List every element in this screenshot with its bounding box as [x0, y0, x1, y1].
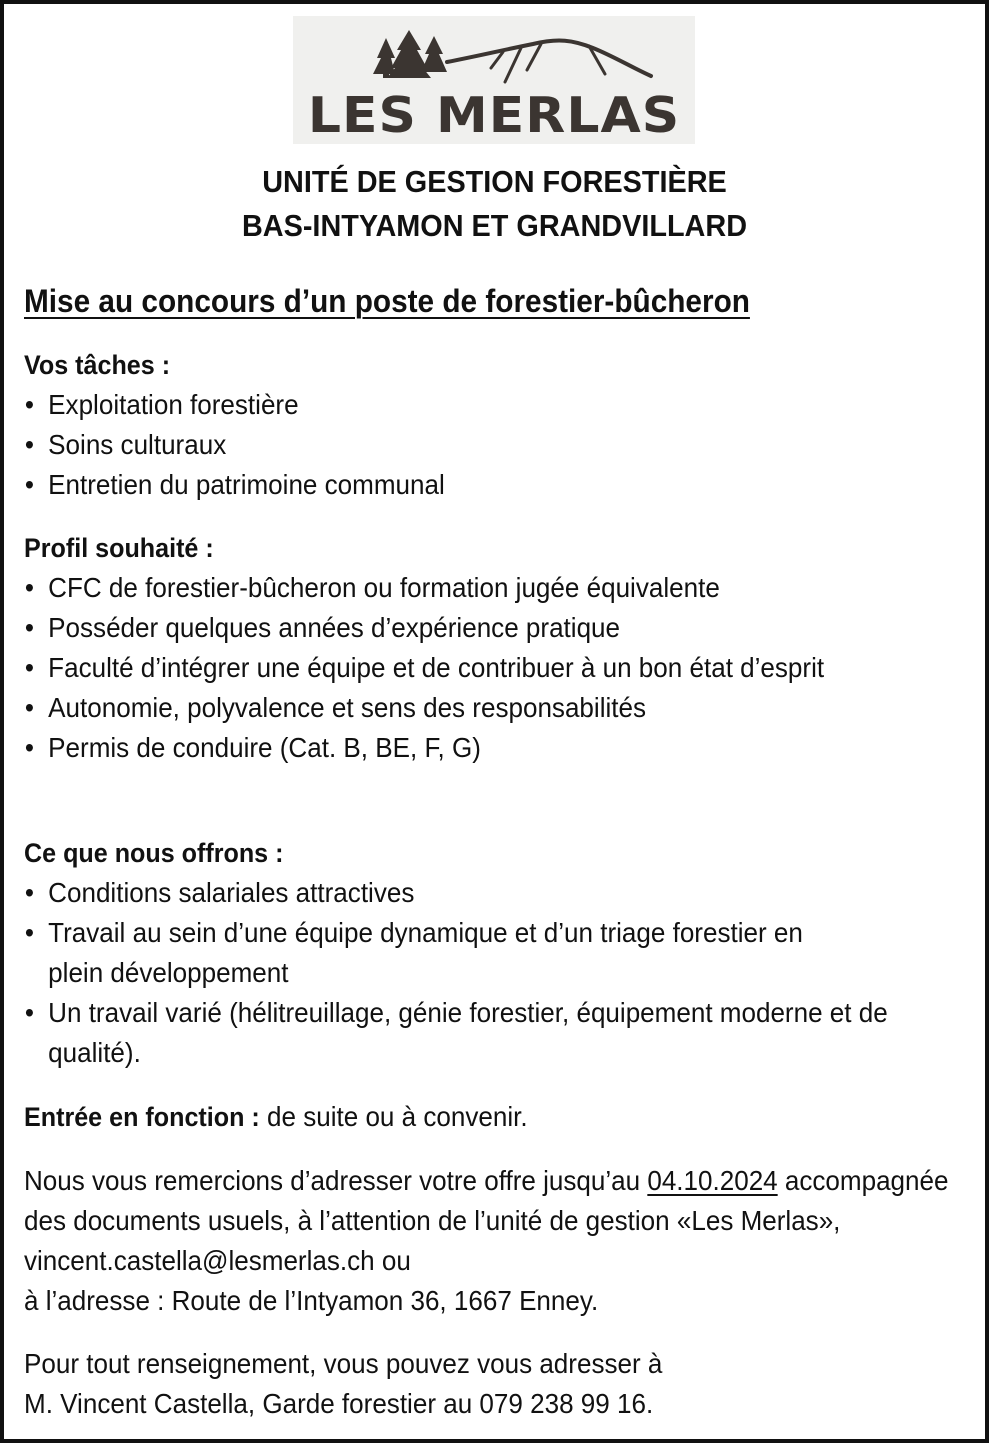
start-date — [24, 1097, 969, 1137]
application-paragraph — [24, 1161, 982, 1321]
profile-heading: Profil souhaité : — [24, 533, 214, 563]
list-item: • Posséder quelques années d’expérience pratique — [24, 608, 969, 648]
contact-line-1: Pour tout renseignement, vous pouvez vous adresser à — [24, 1348, 663, 1379]
list-item: • Conditions salariales attractives — [24, 873, 969, 913]
list-item: • Faculté d’intégrer une équipe et de contribuer à un bon état d’esprit — [24, 648, 913, 688]
logo-wordmark: LES MERLAS — [307, 87, 681, 145]
list-item: • Travail au sein d’une équipe dynamique et d’un triage forestier en plein développement — [24, 913, 848, 993]
list-item: • Un travail varié (hélitreuillage, génie forestier, équipement moderne et de qualité). — [24, 993, 913, 1073]
organization-line-1: UNITÉ DE GESTION FORESTIÈRE — [262, 164, 727, 199]
tasks-heading: Vos tâches : — [24, 350, 171, 380]
deadline-date: 04.10.2024 — [647, 1165, 778, 1196]
offer-section — [24, 833, 969, 1073]
application-text: ou — [374, 1245, 411, 1276]
offer-heading: Ce que nous offrons : — [24, 838, 284, 868]
tasks-list — [24, 385, 969, 505]
application-text: Nous vous remercions d’adresser votre offre jusqu’au — [24, 1165, 648, 1196]
organization-line-2: BAS-INTYAMON ET GRANDVILLARD — [241, 208, 748, 243]
list-item: • Entretien du patrimoine communal — [24, 465, 969, 505]
offer-list — [24, 873, 969, 1073]
contact-line-2: M. Vincent Castella, Garde forestier au 079 238 99 16. — [24, 1388, 654, 1419]
les-merlas-logo — [293, 16, 695, 144]
list-item: • Autonomie, polyvalence et sens des responsabilités — [24, 688, 969, 728]
profile-list — [24, 568, 969, 768]
tasks-section — [24, 345, 969, 505]
contact-paragraph — [24, 1344, 969, 1424]
list-item: • Exploitation forestière — [24, 385, 969, 425]
start-value: de suite ou à convenir. — [259, 1101, 528, 1132]
list-item: • Soins culturaux — [24, 425, 969, 465]
postal-address: à l’adresse : Route de l’Intyamon 36, 1667 Enney. — [24, 1285, 599, 1316]
profile-section — [24, 528, 969, 768]
list-item: • Permis de conduire (Cat. B, BE, F, G) — [24, 728, 969, 768]
list-item: • CFC de forestier-bûcheron ou formation jugée équivalente — [24, 568, 969, 608]
start-label: Entrée en fonction : — [24, 1102, 260, 1132]
application-text: accompagnée des documents usuels, à l’attention de l’unité de gestion «Les Merlas», — [24, 1165, 949, 1236]
job-title: Mise au concours d’un poste de forestier-bûcheron — [24, 283, 750, 319]
email-link[interactable]: vincent.castella@lesmerlas.ch — [24, 1245, 375, 1276]
